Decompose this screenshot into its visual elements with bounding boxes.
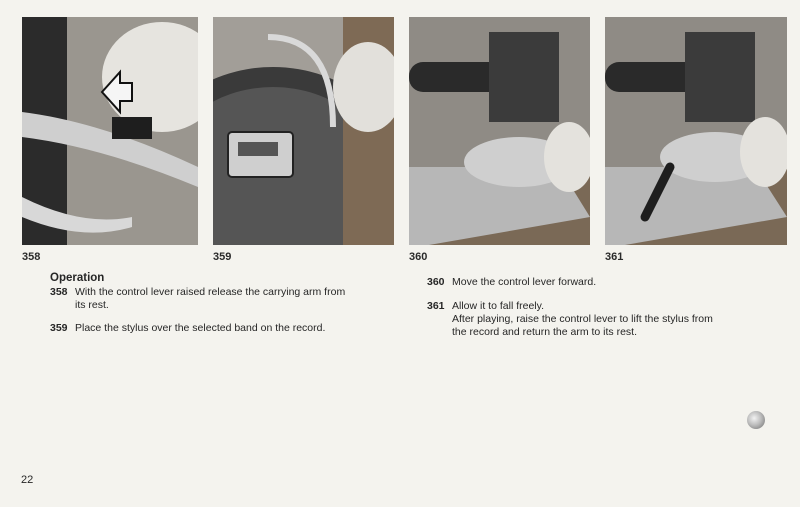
instruction-text [452,300,713,339]
section-heading: Operation [50,272,105,284]
instruction-line: With the control lever raised release the carrying arm from [75,286,346,298]
figure-number-359: 359 [213,251,232,263]
photo-361 [605,17,787,245]
photo-358 [22,17,198,245]
instruction-359 [50,322,390,338]
photo-361-image [605,17,787,245]
photo-359 [213,17,394,245]
instruction-number: 359 [50,322,68,334]
instruction-361 [427,300,772,342]
photo-359-image [213,17,394,245]
instruction-358 [50,286,390,316]
binder-hole-mark [747,411,765,429]
instruction-number: 361 [427,300,445,312]
photo-360-image [409,17,590,245]
instruction-text: Place the stylus over the selected band on the record. [75,322,326,334]
page-number: 22 [21,474,34,486]
figure-number-358: 358 [22,251,41,263]
instruction-line: the record and return the arm to its rest. [452,326,638,338]
instruction-line: After playing, raise the control lever to lift the stylus from [452,313,713,325]
instruction-line: Allow it to fall freely. [452,300,545,312]
instruction-text [75,286,345,312]
instruction-number: 360 [427,276,445,288]
instruction-number: 358 [50,286,68,298]
instruction-line: its rest. [75,299,109,311]
figure-number-361: 361 [605,251,624,263]
photo-360 [409,17,590,245]
figure-number-360: 360 [409,251,428,263]
photo-358-image [22,17,198,245]
instruction-360 [427,276,767,292]
instruction-text: Move the control lever forward. [452,276,597,288]
